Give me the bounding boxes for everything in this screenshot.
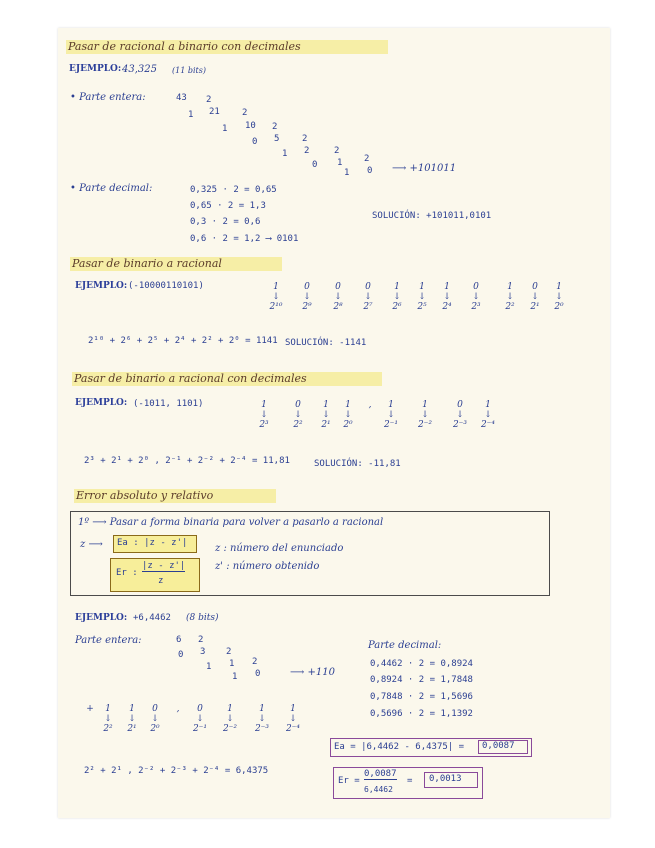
example-label: EJEMPLO:: [75, 281, 128, 291]
dec-line: 0,6 · 2 = 1,2 ⟶ 0101: [190, 234, 299, 244]
dec-line: 0,4462 · 2 = 0,8924: [370, 659, 473, 669]
def-z-prime: z' : número obtenido: [215, 561, 320, 572]
example-label: EJEMPLO:: [75, 398, 128, 408]
bit-column: 1 ↓ 2⁶: [392, 282, 402, 312]
bit-column: 1 ↓ 2⁻²: [222, 704, 238, 734]
solution: SOLUCIÓN: -11,81: [314, 459, 401, 469]
dec-line: 0,5696 · 2 = 1,1392: [370, 709, 473, 719]
er-calc-denominator: 6,4462: [364, 785, 393, 794]
example-bits: (11 bits): [172, 66, 206, 75]
dividend: 2: [304, 146, 310, 156]
bit-column: 1 ↓ 2³: [259, 400, 269, 430]
dividend: 6: [176, 635, 182, 645]
ea-calc: Ea = |6,4462 - 6,4375| =: [334, 742, 465, 752]
bit-column: 1 ↓ 2⁻⁴: [285, 704, 301, 734]
section-title: Error absoluto y relativo: [76, 489, 214, 502]
ea-result: 0,0087: [482, 741, 515, 751]
int-result: ⟶ +110: [290, 667, 335, 678]
bit-column: 1 ↓ 2⁻²: [417, 400, 433, 430]
example-bits: (8 bits): [186, 613, 219, 623]
divisor: 2: [272, 122, 278, 132]
remainder: 0: [252, 137, 258, 147]
divisor: 2: [198, 635, 204, 645]
remainder: 1: [232, 672, 238, 682]
bit-column: 1 ↓ 2⁰: [343, 400, 353, 430]
dec-line: 0,325 · 2 = 0,65: [190, 185, 277, 195]
example-value: (-1011, 1101): [133, 399, 204, 409]
dec-line: 0,8924 · 2 = 1,7848: [370, 675, 473, 685]
power-sum: 2³ + 2¹ + 2⁰ , 2⁻¹ + 2⁻² + 2⁻⁴ = 11,81: [84, 456, 290, 466]
solution: SOLUCIÓN: +101011,0101: [372, 211, 492, 221]
bit-column: 1 ↓ 2¹⁰: [269, 282, 283, 312]
bit-column: 0 ↓ 2¹: [530, 282, 540, 312]
int-result: ⟶ +101011: [392, 163, 457, 174]
divisor: 2: [364, 154, 370, 164]
dividend: 1: [337, 158, 343, 168]
int-part-label: Parte entera:: [75, 635, 142, 646]
remainder: 0: [312, 160, 318, 170]
step-text: 1º ⟶ Pasar a forma binaria para volver a pasarlo a racional: [78, 517, 384, 528]
remainder: 1: [344, 168, 350, 178]
divisor: 2: [252, 657, 258, 667]
bit-column: 0 ↓ 2⁸: [333, 282, 343, 312]
dec-line: 0,65 · 2 = 1,3: [190, 201, 266, 211]
bit-column: 0 ↓ 2⁰: [150, 704, 160, 734]
bit-column: 0 ↓ 2²: [293, 400, 303, 430]
bit-column: 1 ↓ 2⁻³: [254, 704, 270, 734]
example-value: +6,4462: [133, 613, 171, 623]
divisor: 2: [242, 108, 248, 118]
remainder: 0: [178, 650, 184, 660]
example-value: 43,325: [122, 64, 157, 75]
sign: +: [86, 704, 94, 714]
bit-column: 1 ↓ 2¹: [127, 704, 137, 734]
divisor: 2: [302, 134, 308, 144]
remainder: 1: [188, 110, 194, 120]
divisor: 2: [334, 146, 340, 156]
ea-formula: Ea : |z - z'|: [117, 538, 188, 548]
example-label: EJEMPLO:: [75, 613, 128, 623]
section-title: Pasar de racional a binario con decimales: [68, 40, 301, 53]
dec-part-label: • Parte decimal:: [70, 183, 153, 194]
dividend: 5: [274, 134, 280, 144]
divisor: 2: [226, 647, 232, 657]
remainder: 1: [222, 124, 228, 134]
er-result: 0,0013: [429, 774, 462, 784]
remainder: 1: [206, 662, 212, 672]
bit-column: 0 ↓ 2⁻³: [452, 400, 468, 430]
dec-line: 0,7848 · 2 = 1,5696: [370, 692, 473, 702]
bit-column: 1 ↓ 2⁻¹: [383, 400, 399, 430]
bit-column: 0 ↓ 2⁹: [302, 282, 312, 312]
example-label: EJEMPLO:: [69, 64, 122, 74]
bit-column: 0 ↓ 2⁻¹: [192, 704, 208, 734]
dividend: 0: [367, 166, 373, 176]
er-calc-numerator: 0,0087: [364, 769, 397, 779]
int-part-label: • Parte entera:: [70, 92, 146, 103]
er-calc: Er =: [338, 776, 360, 786]
bit-column: 1 ↓ 2¹: [321, 400, 331, 430]
section-title: Pasar de binario a racional: [72, 257, 222, 270]
bit-column: 0 ↓ 2³: [471, 282, 481, 312]
er-equals: =: [407, 776, 413, 786]
dec-part-label: Parte decimal:: [368, 640, 442, 651]
section-title: Pasar de binario a racional con decimales: [74, 372, 307, 385]
remainder: 1: [282, 149, 288, 159]
dividend: 3: [200, 647, 206, 657]
bit-column: 0 ↓ 2⁷: [363, 282, 373, 312]
bit-column: 1 ↓ 2⁴: [442, 282, 452, 312]
er-numerator: |z - z'|: [142, 561, 186, 571]
bit-column: 1 ↓ 2²: [103, 704, 113, 734]
dividend: 0: [255, 669, 261, 679]
z-arrow: z ⟶: [80, 539, 103, 550]
dividend: 10: [245, 121, 256, 131]
solution: SOLUCIÓN: -1141: [285, 338, 367, 348]
er-denominator: z: [158, 576, 164, 586]
example-value: (-10000110101): [128, 281, 204, 291]
dec-line: 0,3 · 2 = 0,6: [190, 217, 261, 227]
comma: ,: [176, 704, 180, 714]
power-sum: 2¹⁰ + 2⁶ + 2⁵ + 2⁴ + 2² + 2⁰ = 1141: [88, 336, 278, 346]
bit-column: 1 ↓ 2⁻⁴: [480, 400, 496, 430]
def-z: z : número del enunciado: [215, 543, 344, 554]
bit-column: 1 ↓ 2⁵: [417, 282, 427, 312]
dividend: 21: [209, 107, 220, 117]
divisor: 2: [206, 95, 212, 105]
bit-column: 1 ↓ 2⁰: [554, 282, 564, 312]
er-label: Er :: [116, 568, 138, 578]
power-sum: 2² + 2¹ , 2⁻² + 2⁻³ + 2⁻⁴ = 6,4375: [84, 766, 269, 776]
dividend: 1: [229, 659, 235, 669]
dividend: 43: [176, 93, 187, 103]
bit-column: 1 ↓ 2²: [505, 282, 515, 312]
comma: ,: [368, 400, 372, 410]
